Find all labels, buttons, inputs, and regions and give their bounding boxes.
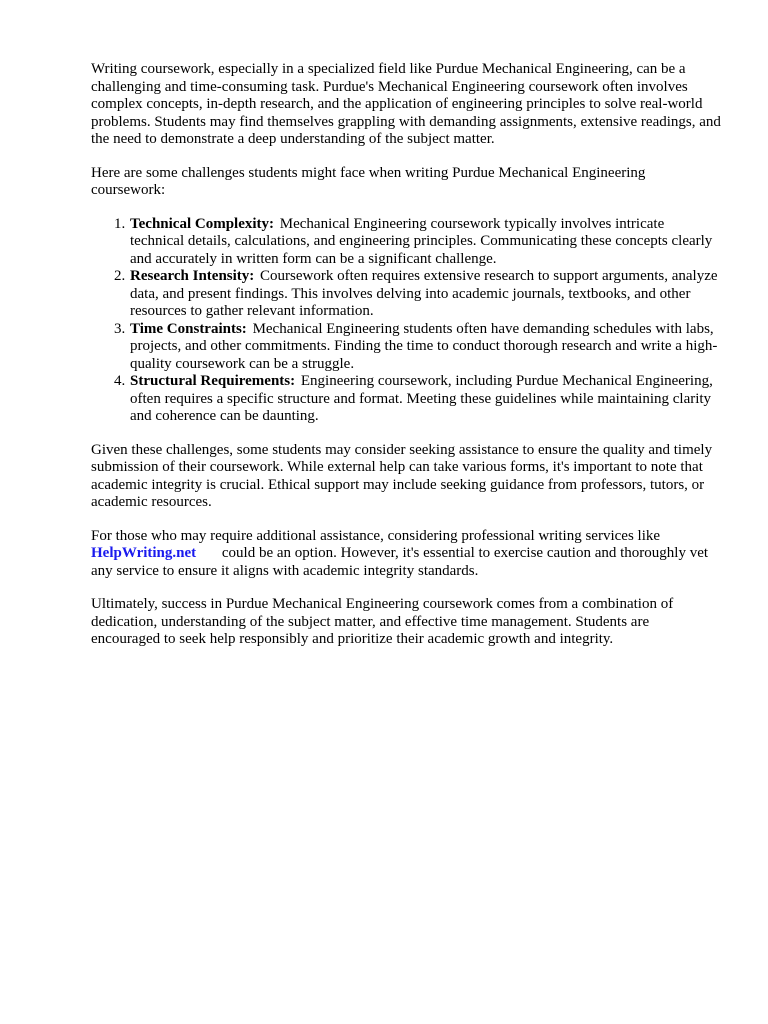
list-item bbox=[129, 373, 721, 426]
list-item bbox=[129, 268, 721, 321]
list-item bbox=[129, 321, 721, 374]
list-item-term: Time Constraints: bbox=[130, 320, 247, 337]
challenges-intro-paragraph: Here are some challenges students might face when writing Purdue Mechanical Engineering coursework: bbox=[91, 164, 646, 198]
given-paragraph: Given these challenges, some students may consider seeking assistance to ensure the quality and timely submission of their coursework. While external help can take various forms, it's important to note that academic integrity is crucial. Ethical support may include seeking guidance from professors, tutors, or academic resources. bbox=[91, 441, 713, 510]
list-item-term: Structural Requirements: bbox=[130, 373, 296, 389]
helpwriting-link[interactable]: HelpWriting.net bbox=[91, 545, 197, 561]
list-item-text: Coursework often requires extensive research to support arguments, analyze data, and present findings. This involves delving into academic journals, textbooks, and other resources to gather relevant information. bbox=[130, 268, 718, 319]
conclusion-paragraph: Ultimately, success in Purdue Mechanical Engineering coursework comes from a combination of dedication, understanding of the subject matter, and effective time management. Students are encouraged to seek help responsibly and prioritize their academic growth and integrity. bbox=[91, 596, 674, 647]
list-item-term: Research Intensity: bbox=[130, 268, 255, 284]
intro-paragraph: Writing coursework, especially in a specialized field like Purdue Mechanical Engineering, can be a challenging and time-consuming task. Purdue's Mechanical Engineering coursework often involves complex concepts, in-depth research, and the application of engineering principles to solve real-world problems. Students may find themselves grappling with demanding assignments, extensive readings, and the need to demonstrate a deep understanding of the subject matter. bbox=[91, 61, 721, 147]
list-item-term: Technical Complexity: bbox=[130, 215, 275, 232]
list-item-text: Mechanical Engineering students often have demanding schedules with labs, projects, and other commitments. Finding the time to conduct thorough research and write a high-quality coursework can be a struggle. bbox=[130, 320, 718, 372]
document-page bbox=[91, 61, 721, 665]
assistance-text-before: For those who may require additional assistance, considering professional writing services like bbox=[91, 527, 661, 544]
list-item-text: Engineering coursework, including Purdue Mechanical Engineering, often requires a specific structure and format. Meeting these guidelines while maintaining clarity and coherence can be daunting. bbox=[130, 373, 713, 424]
list-item-text: Mechanical Engineering coursework typically involves intricate technical details, calculations, and engineering principles. Communicating these concepts clearly and accurately in written form can be a significant challenge. bbox=[130, 215, 713, 267]
assistance-text-after: could be an option. However, it's essential to exercise caution and thoroughly vet any service to ensure it aligns with academic integrity standards. bbox=[91, 545, 709, 579]
list-item bbox=[129, 216, 721, 269]
challenges-list bbox=[91, 216, 721, 426]
assistance-paragraph bbox=[91, 528, 721, 581]
